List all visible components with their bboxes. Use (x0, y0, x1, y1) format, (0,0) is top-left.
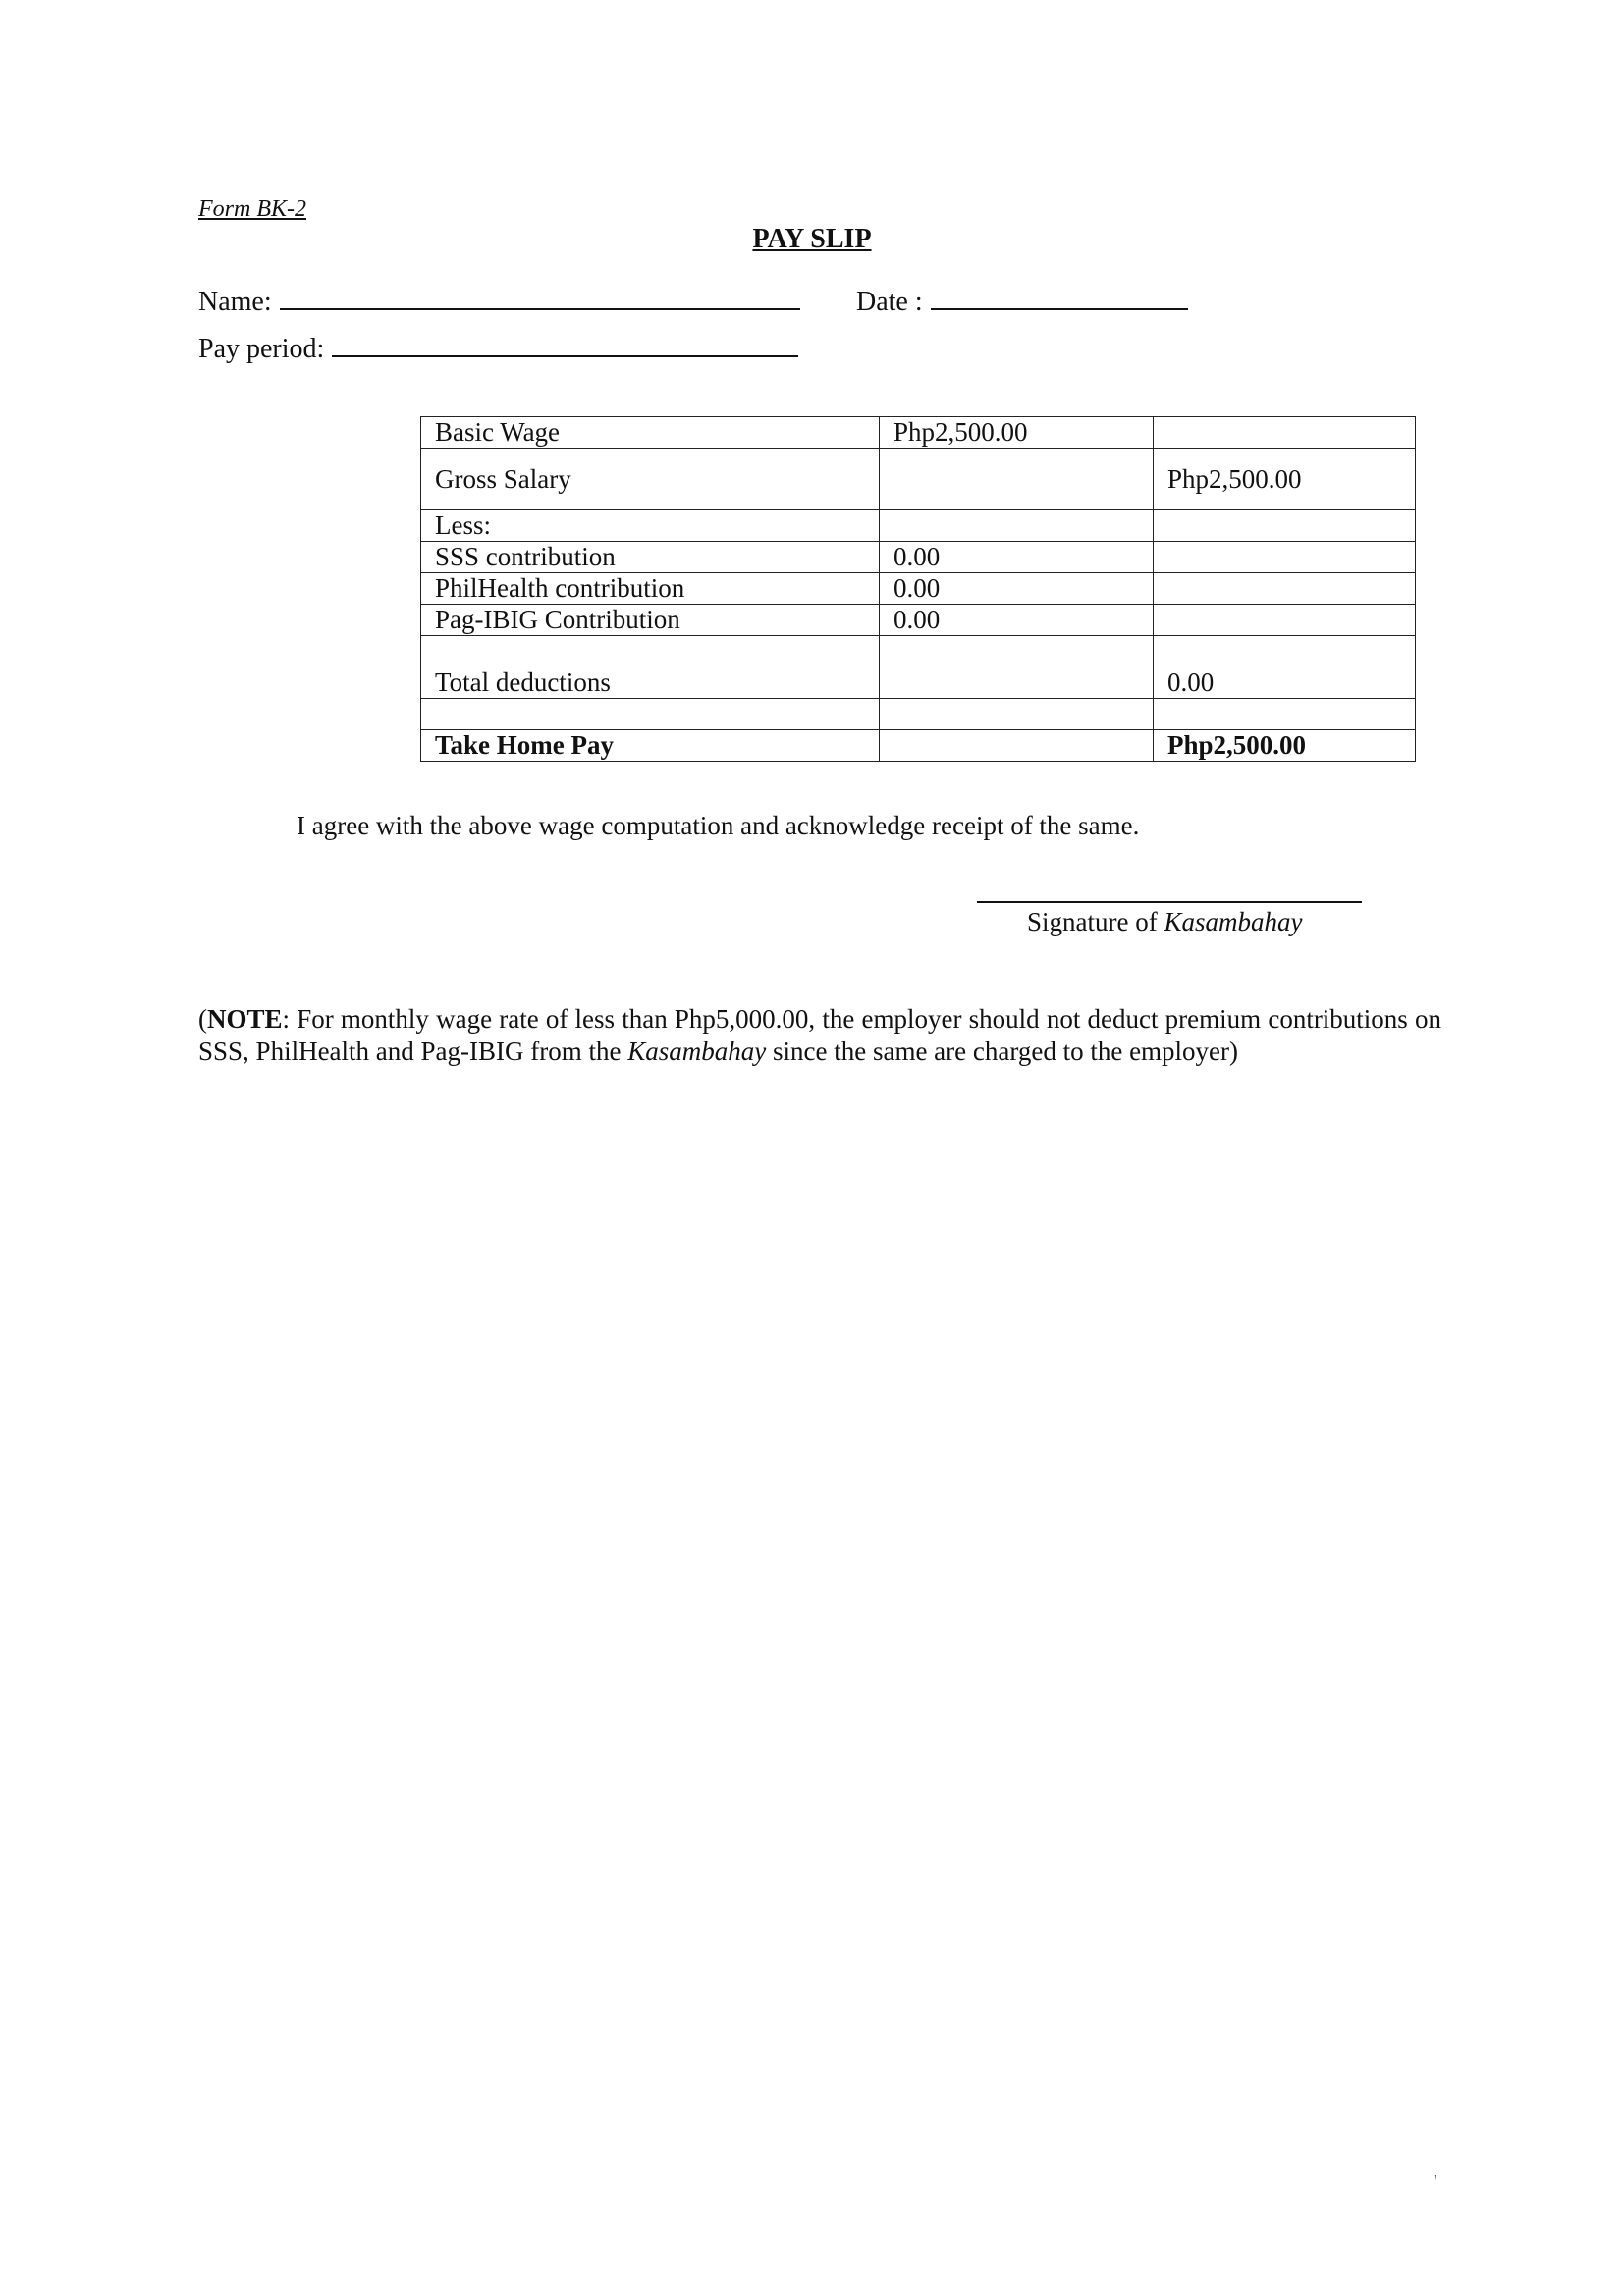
date-label: Date : (856, 287, 923, 317)
form-code: Form BK-2 (198, 196, 306, 222)
table-row (421, 636, 1416, 667)
row-label: Pag-IBIG Contribution (421, 605, 880, 636)
table-row (421, 699, 1416, 730)
pay-period-label: Pay period: (198, 334, 325, 364)
name-field (198, 287, 800, 318)
page-title: PAY SLIP (752, 224, 872, 254)
row-label (421, 636, 880, 667)
row-amount (880, 667, 1154, 699)
name-blank-line (280, 287, 800, 310)
table-row (421, 667, 1416, 699)
table-row (421, 449, 1416, 510)
row-amount (880, 730, 1154, 762)
row-label: Take Home Pay (421, 730, 880, 762)
row-total (1154, 699, 1416, 730)
note-open-paren: ( (198, 1004, 207, 1034)
row-total: 0.00 (1154, 667, 1416, 699)
row-total (1154, 542, 1416, 573)
signature-label (1027, 907, 1302, 937)
row-amount (880, 510, 1154, 542)
row-label: Total deductions (421, 667, 880, 699)
row-amount (880, 699, 1154, 730)
pay-period-field (198, 334, 798, 365)
signature-prefix: Signature of (1027, 907, 1164, 936)
table-row (421, 417, 1416, 449)
date-blank-line (931, 287, 1188, 310)
signature-line (977, 901, 1362, 903)
row-total (1154, 510, 1416, 542)
row-total (1154, 605, 1416, 636)
pay-period-blank-line (332, 334, 798, 357)
name-label: Name: (198, 287, 272, 317)
row-label: Less: (421, 510, 880, 542)
note-paragraph (198, 1003, 1441, 1068)
row-amount (880, 636, 1154, 667)
row-total (1154, 417, 1416, 449)
row-amount (880, 449, 1154, 510)
note-italic: Kasambahay (627, 1037, 767, 1066)
table-row (421, 605, 1416, 636)
row-label: PhilHealth contribution (421, 573, 880, 605)
row-total (1154, 573, 1416, 605)
row-label: SSS contribution (421, 542, 880, 573)
payslip-table (420, 416, 1416, 762)
row-total: Php2,500.00 (1154, 730, 1416, 762)
acknowledgement-text: I agree with the above wage computation and acknowledge receipt of the same. (297, 811, 1140, 840)
table-row (421, 542, 1416, 573)
row-amount: Php2,500.00 (880, 417, 1154, 449)
row-total (1154, 636, 1416, 667)
table-row (421, 730, 1416, 762)
row-amount: 0.00 (880, 573, 1154, 605)
date-field (856, 287, 1188, 318)
note-label: NOTE (207, 1004, 283, 1034)
row-amount: 0.00 (880, 542, 1154, 573)
page-mark: ' (1434, 2171, 1437, 2193)
row-label (421, 699, 880, 730)
row-label: Gross Salary (421, 449, 880, 510)
table-row (421, 573, 1416, 605)
note-text-1: : For monthly wage rate of less than Php5,000.00, the employer should not deduct premium contributions on SSS, PhilHealth and Pag-IBIG from the (198, 1004, 1441, 1066)
row-label: Basic Wage (421, 417, 880, 449)
row-amount: 0.00 (880, 605, 1154, 636)
table-row (421, 510, 1416, 542)
signature-role: Kasambahay (1164, 907, 1303, 936)
note-text-2: since the same are charged to the employer) (766, 1037, 1239, 1066)
row-total: Php2,500.00 (1154, 449, 1416, 510)
